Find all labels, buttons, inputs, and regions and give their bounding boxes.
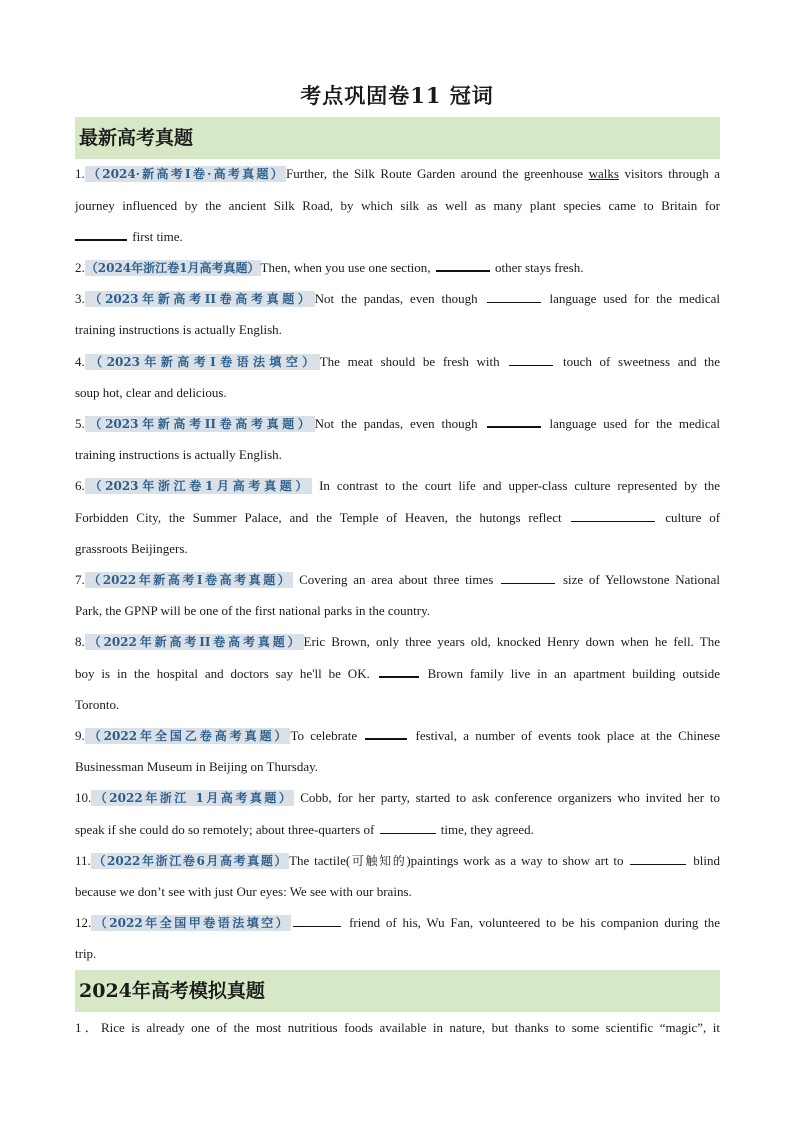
- answer-blank: [487, 414, 541, 428]
- question-3-line-2: training instructions is actually English.: [75, 322, 282, 337]
- section-heading-latest-exams: 最新高考真题: [75, 117, 720, 159]
- question-number: 10.: [75, 790, 92, 805]
- question-12: 12.（2022年全国甲卷语法填空） friend of his, Wu Fan, volunteered to be his companion during the: [75, 915, 720, 930]
- answer-blank: [365, 726, 407, 740]
- question-5: 5.（2023年新高考II卷高考真题）Not the pandas, even though language used for the medical: [75, 416, 721, 431]
- answer-blank: [293, 914, 341, 927]
- answer-blank: [436, 258, 490, 272]
- question-11: 11.（2022年浙江卷6月高考真题）The tactile(可触知的)paintings work as a way to show art to blind: [75, 853, 721, 868]
- question-6: 6.（2023年浙江卷1月高考真题） In contrast to the court life and upper-class culture represented by the: [75, 478, 721, 493]
- question-3: 3.（2023年新高考II卷高考真题）Not the pandas, even though language used for the medical: [75, 291, 721, 306]
- question-1-line-2: journey influenced by the ancient Silk Road, by which silk as well as many plant species came to Britain for: [75, 198, 720, 213]
- question-source: （2023年新高考II卷高考真题）: [85, 292, 314, 306]
- question-source: （2022年全国甲卷语法填空）: [92, 916, 291, 930]
- section-heading-2024-mock: 2024年高考模拟真题: [75, 970, 720, 1012]
- question-source: （2023年浙江卷1月高考真题）: [85, 479, 312, 493]
- question-4-line-2: soup hot, clear and delicious.: [75, 385, 227, 400]
- answer-blank: [487, 290, 541, 303]
- question-10: 10.（2022年浙江 1月高考真题） Cobb, for her party, started to ask conference organizers who invited her to: [75, 790, 720, 805]
- question-9-line-2: Businessman Museum in Beijing on Thursday.: [75, 759, 319, 774]
- question-source: （2022年新高考I卷高考真题）: [85, 573, 293, 587]
- question-source: （2022年新高考II卷高考真题）: [85, 635, 303, 649]
- question-number: 1.: [75, 166, 85, 181]
- question-number: 9.: [75, 728, 85, 743]
- question-source: （2022年全国乙卷高考真题）: [85, 729, 290, 743]
- question-source: （2023年新高考I卷语法填空）: [85, 355, 319, 369]
- question-1: 1.（2024·新高考I卷·高考真题）Further, the Silk Route Garden around the greenhouse walks visitors through a: [75, 166, 721, 181]
- answer-blank: [75, 227, 127, 241]
- question-source: （2022年浙江 1月高考真题）: [92, 791, 294, 805]
- question-2: 2.（2024年浙江卷1月高考真题）Then, when you use one section, other stays fresh.: [75, 260, 584, 275]
- question-7: 7.（2022年新高考I卷高考真题） Covering an area about three times size of Yellowstone National: [75, 572, 721, 587]
- question-number: 11.: [75, 853, 91, 868]
- question-8: 8.（2022年新高考II卷高考真题）Eric Brown, only three years old, knocked Henry down when he fell. The: [75, 634, 720, 649]
- question-6-line-3: grassroots Beijingers.: [75, 541, 188, 556]
- answer-blank: [571, 509, 655, 522]
- question-9: 9.（2022年全国乙卷高考真题）To celebrate festival, a number of events took place at the Chinese: [75, 728, 721, 743]
- question-10-line-2: speak if she could do so remotely; about three-quarters of time, they agreed.: [75, 822, 534, 837]
- question-source: （2024·新高考I卷·高考真题）: [85, 167, 286, 181]
- answer-blank: [509, 353, 553, 366]
- answer-blank: [501, 571, 555, 584]
- mock-question-1: 1．Rice is already one of the most nutritious foods available in nature, but thanks to some scientific “magic”, it: [75, 1020, 720, 1035]
- question-number: 3.: [75, 291, 85, 306]
- underlined-word: walks: [588, 166, 619, 181]
- question-number: 6.: [75, 478, 85, 493]
- question-4: 4.（2023年新高考I卷语法填空）The meat should be fresh with touch of sweetness and the: [75, 354, 721, 369]
- question-8-line-3: Toronto.: [75, 697, 120, 712]
- answer-blank: [379, 664, 419, 678]
- page-title: 考点巩固卷11 冠词: [300, 83, 494, 108]
- question-11-line-2: because we don’t see with just Our eyes: We see with our brains.: [75, 884, 412, 899]
- answer-blank: [630, 852, 686, 865]
- question-source: （2024年浙江卷1月高考真题）: [85, 261, 260, 275]
- question-1-line-3: first time.: [75, 226, 720, 248]
- question-number: 2.: [75, 260, 85, 275]
- question-number: 7.: [75, 572, 85, 587]
- question-number: 1．: [75, 1020, 101, 1035]
- question-8-line-2: boy is in the hospital and doctors say he'll be OK. Brown family live in an apartment building outside: [75, 666, 720, 681]
- question-12-line-2: trip.: [75, 946, 97, 961]
- question-6-line-2: Forbidden City, the Summer Palace, and the Temple of Heaven, the hutongs reflect culture of: [75, 510, 721, 525]
- question-5-line-2: training instructions is actually English.: [75, 447, 282, 462]
- question-number: 12.: [75, 915, 92, 930]
- question-source: （2022年浙江卷6月高考真题）: [91, 854, 289, 868]
- question-number: 8.: [75, 634, 85, 649]
- question-source: （2023年新高考II卷高考真题）: [85, 417, 314, 431]
- question-number: 4.: [75, 354, 85, 369]
- question-number: 5.: [75, 416, 85, 431]
- question-7-line-2: Park, the GPNP will be one of the first national parks in the country.: [75, 603, 431, 618]
- answer-blank: [380, 821, 436, 834]
